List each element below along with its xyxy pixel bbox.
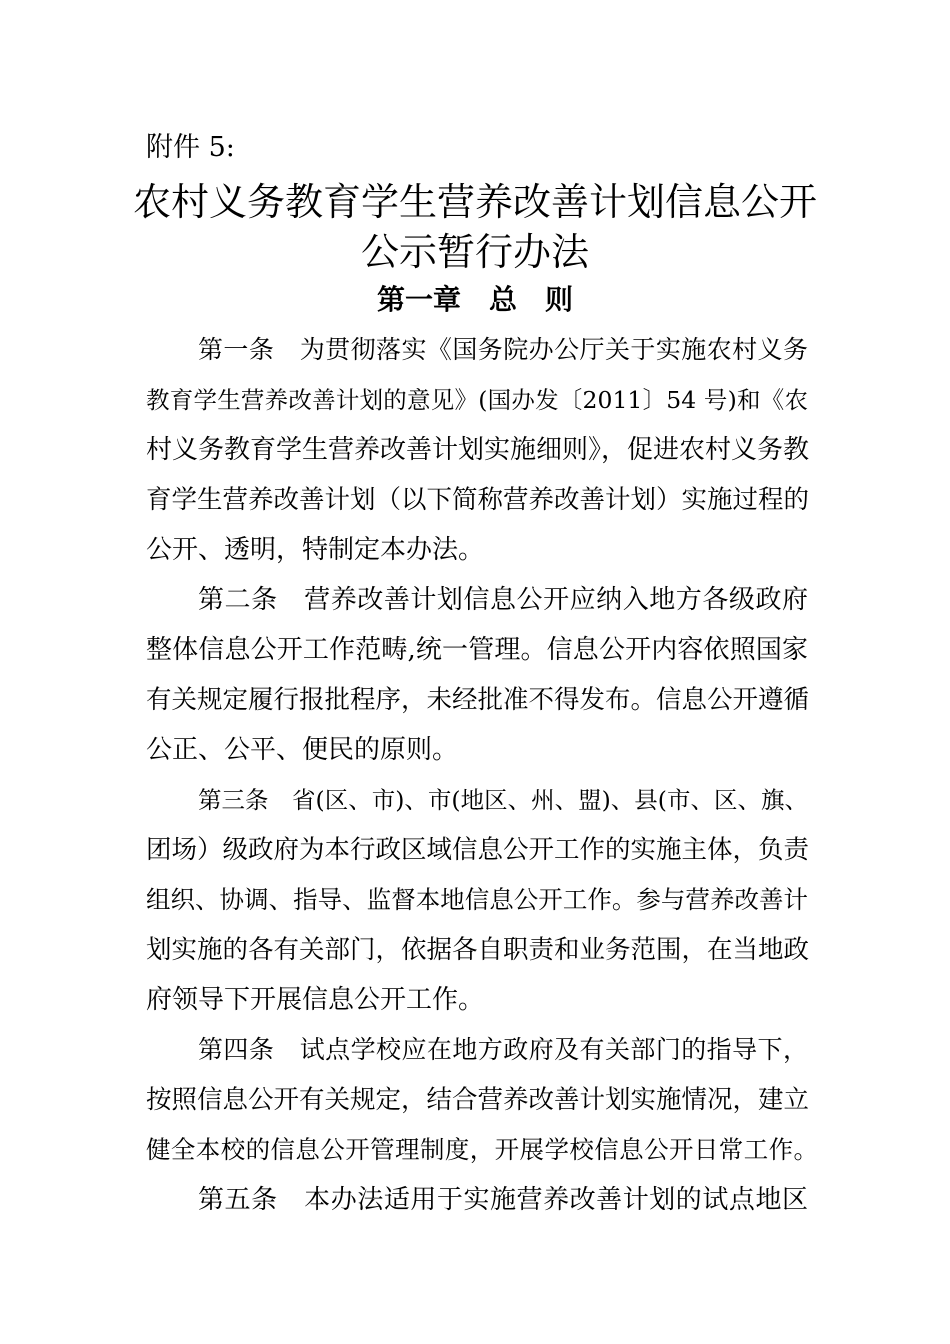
article-3-line-3: 组织、协调、指导、监督本地信息公开工作。参与营养改善计 [146, 885, 808, 914]
article-4-line-2: 按照信息公开有关规定，结合营养改善计划实施情况，建立 [146, 1085, 810, 1115]
article-4-line-3: 健全本校的信息公开管理制度，开展学校信息公开日常工作。 [146, 1135, 818, 1164]
article-3-line-1: 第三条 省(区、市)、市(地区、州、盟)、县(市、区、旗、 [198, 786, 808, 814]
article-4-line-1: 第四条 试点学校应在地方政府及有关部门的指导下， [198, 1035, 808, 1064]
article-2-line-4: 公正、公平、便民的原则。 [146, 735, 459, 765]
chapter-heading: 第一章 总 则 [376, 283, 573, 316]
document-title-line-2: 公示暂行办法 [360, 230, 589, 274]
article-1-line-3: 村义务教育学生营养改善计划实施细则》，促进农村义务教 [146, 435, 810, 465]
article-3-line-5: 府领导下开展信息公开工作。 [146, 985, 485, 1015]
article-1-line-2: 教育学生营养改善计划的意见》(国办发〔2011〕54 号)和《农 [146, 386, 808, 414]
article-3-line-4: 划实施的各有关部门，依据各自职责和业务范围，在当地政 [146, 935, 810, 965]
article-3-line-2: 团场）级政府为本行政区域信息公开工作的实施主体，负责 [146, 835, 810, 865]
article-2-line-1: 第二条 营养改善计划信息公开应纳入地方各级政府 [198, 585, 808, 615]
article-5-line-1: 第五条 本办法适用于实施营养改善计划的试点地区 [198, 1185, 808, 1215]
article-1-line-5: 公开、透明，特制定本办法。 [146, 535, 485, 565]
article-1-line-1: 第一条 为贯彻落实《国务院办公厅关于实施农村义务 [198, 335, 808, 364]
attachment-label: 附件 5: [146, 132, 235, 163]
article-2-line-3: 有关规定履行报批程序，未经批准不得发布。信息公开遵循 [146, 685, 810, 715]
article-2-line-2: 整体信息公开工作范畴,统一管理。信息公开内容依照国家 [146, 635, 808, 665]
article-1-line-4: 育学生营养改善计划（以下简称营养改善计划）实施过程的 [146, 485, 810, 515]
document-title-line-1: 农村义务教育学生营养改善计划信息公开 [132, 180, 817, 224]
